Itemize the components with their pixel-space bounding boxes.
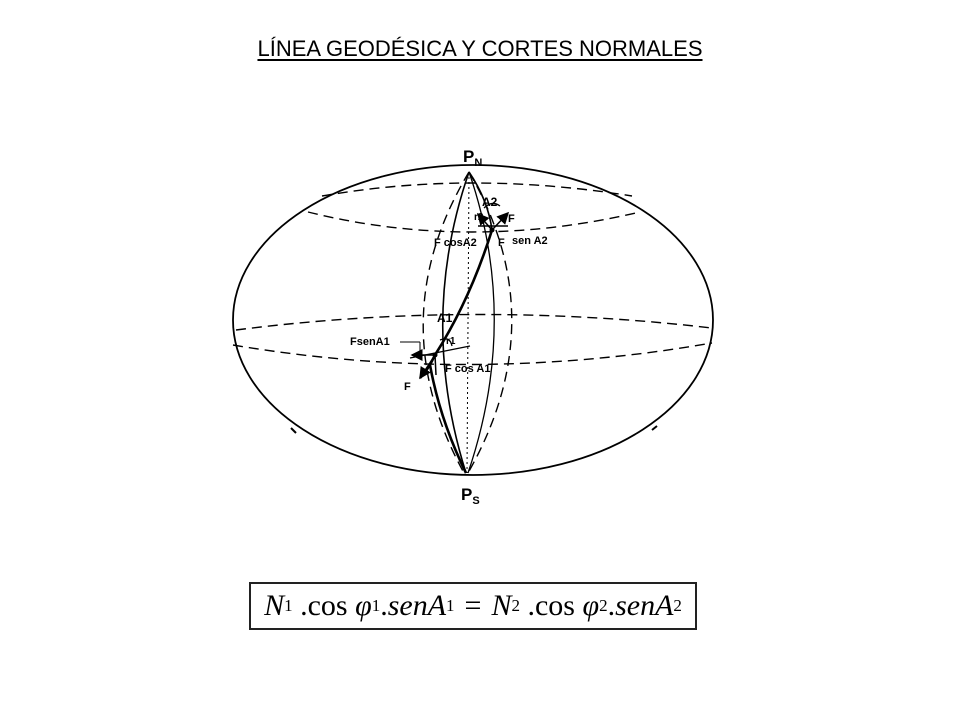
force-sen-a2-label: sen A2 <box>512 235 548 247</box>
formula-n2: N <box>491 589 512 622</box>
outline-tick-right <box>652 426 657 430</box>
north-pole-subscript: N <box>474 157 483 169</box>
polar-axis <box>467 172 469 473</box>
formula-n1: N <box>264 589 285 622</box>
south-pole-label: P <box>461 485 473 504</box>
lower-parallel-front <box>233 343 712 365</box>
point-2 <box>490 228 495 233</box>
point-1 <box>433 353 438 358</box>
formula-equals: = <box>464 589 482 622</box>
force-cos-a2-label: F cosA2 <box>434 237 477 249</box>
ellipsoid-outline <box>233 165 713 475</box>
r2-label: r2 <box>474 212 484 223</box>
north-pole-label: P <box>463 147 475 166</box>
force-sen-a1-label: FsenA1 <box>350 336 390 348</box>
lower-parallel-back <box>236 314 712 330</box>
formula-cos2: cos <box>534 589 575 622</box>
svg-text:PN <box>463 147 482 169</box>
formula-sen2: senA <box>615 589 674 622</box>
force-bottom-label: F <box>404 381 411 393</box>
south-pole-subscript: S <box>472 495 480 507</box>
formula-cos1: cos <box>307 589 348 622</box>
geodesic-line <box>420 230 492 378</box>
force-sen-a2-prefix-label: F <box>498 237 505 249</box>
svg-text:PS <box>461 485 480 507</box>
clairaut-formula-box: N 1 . cos φ 1 . senA 1 = N 2 . cos φ 2 . senA 2 <box>249 582 697 630</box>
azimuth-1-label: A1 <box>437 311 453 325</box>
formula-phi2: φ <box>582 589 600 622</box>
r1-label: r1 <box>446 336 456 347</box>
force-cos-a1-vector <box>435 355 436 375</box>
force-cos-a1-label: F cos A1 <box>445 363 491 375</box>
formula-phi1: φ <box>355 589 372 622</box>
force-top-label: F <box>508 213 515 225</box>
outline-tick-left <box>291 428 296 433</box>
diagram-title: LÍNEA GEODÉSICA Y CORTES NORMALES <box>257 36 703 61</box>
force-vector-top <box>492 213 508 230</box>
azimuth-2-label: A2 <box>482 195 498 209</box>
formula-sen1: senA <box>387 589 447 622</box>
